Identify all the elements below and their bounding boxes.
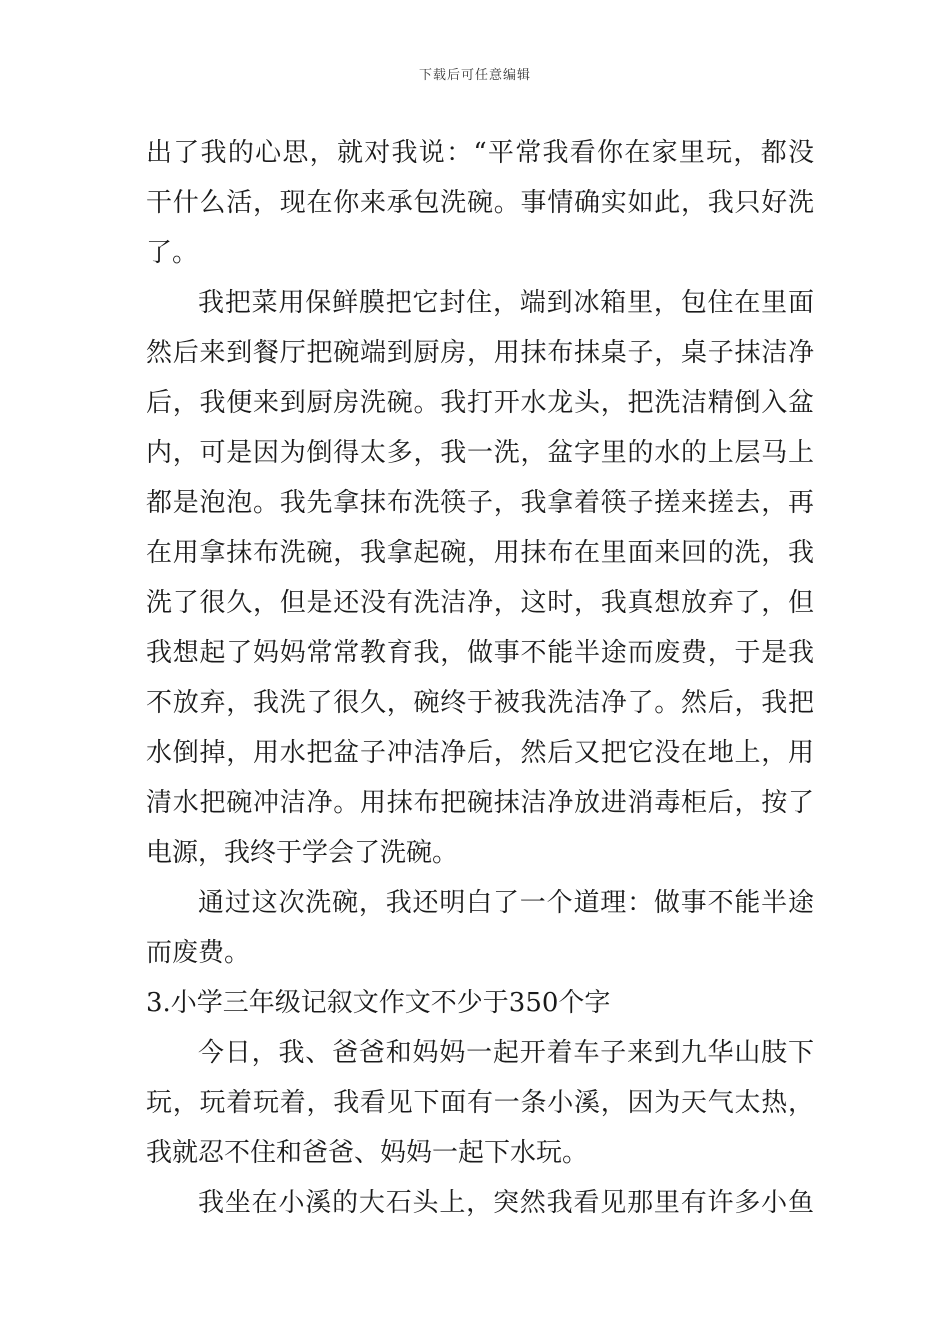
text-line: 干什么活，现在你来承包洗碗。事情确实如此，我只好洗 [146, 188, 814, 218]
text-line: 了。 [146, 238, 199, 268]
text-line: 然后来到餐厅把碗端到厨房，用抹布抹桌子，桌子抹洁净 [146, 338, 814, 368]
text-line: 玩，玩着玩着，我看见下面有一条小溪，因为天气太热， [146, 1088, 814, 1118]
text-line: 电源，我终于学会了洗碗。 [146, 838, 459, 868]
document-body [146, 128, 814, 1228]
text-line: 都是泡泡。我先拿抹布洗筷子，我拿着筷子搓来搓去，再 [146, 488, 814, 518]
text-line: 我把菜用保鲜膜把它封住，端到冰箱里，包住在里面 [198, 288, 814, 318]
text-line: 我就忍不住和爸爸、妈妈一起下水玩。 [146, 1138, 589, 1168]
page-header: 下载后可任意编辑 [418, 68, 531, 83]
text-line: 清水把碗冲洁净。用抹布把碗抹洁净放进消毒柜后，按了 [146, 788, 814, 818]
text-line: 出了我的心思，就对我说：“平常我看你在家里玩，都没 [146, 138, 814, 168]
text-line: 水倒掉，用水把盆子冲洁净后，然后又把它没在地上，用 [146, 738, 814, 768]
text-line: 后，我便来到厨房洗碗。我打开水龙头，把洗洁精倒入盆 [146, 388, 814, 418]
text-line: 我想起了妈妈常常教育我，做事不能半途而废费，于是我 [146, 638, 814, 668]
text-line: 在用拿抹布洗碗，我拿起碗，用抹布在里面来回的洗，我 [146, 538, 814, 568]
text-line: 今日，我、爸爸和妈妈一起开着车子来到九华山肢下 [198, 1038, 814, 1068]
text-line: 通过这次洗碗，我还明白了一个道理：做事不能半途 [198, 888, 814, 918]
text-line: 不放弃，我洗了很久，碗终于被我洗洁净了。然后，我把 [146, 688, 814, 718]
text-line: 我坐在小溪的大石头上，突然我看见那里有许多小鱼 [198, 1188, 814, 1218]
text-line: 洗了很久，但是还没有洗洁净，这时，我真想放弃了，但 [146, 588, 814, 618]
text-line: 内，可是因为倒得太多，我一洗，盆字里的水的上层马上 [146, 438, 814, 468]
text-line: 而废费。 [146, 938, 251, 968]
section-heading: 3.小学三年级记叙文作文不少于350个字 [146, 988, 611, 1018]
